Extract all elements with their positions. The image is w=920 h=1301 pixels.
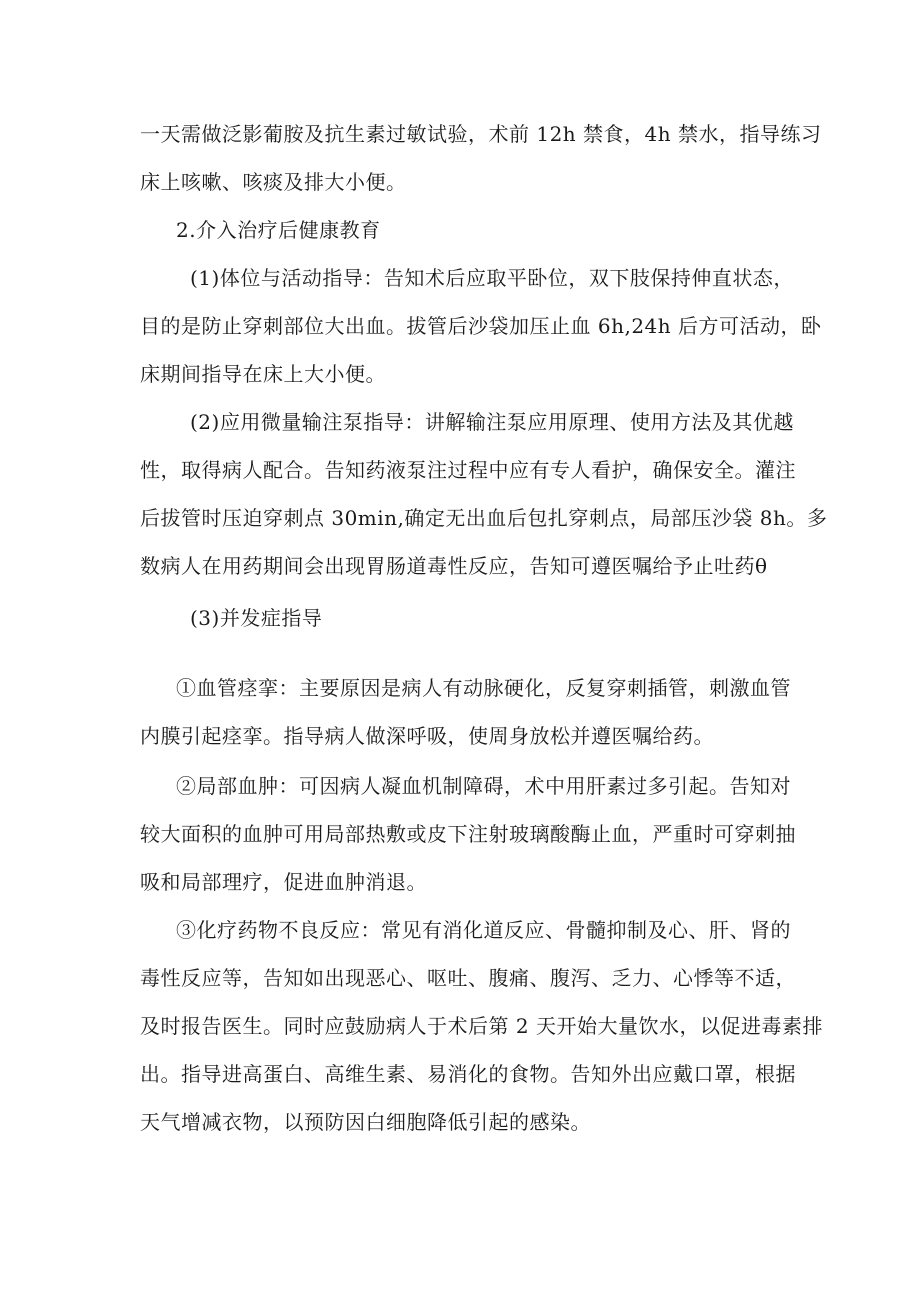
paragraph-line: 出。指导进高蛋白、高维生素、易消化的食物。告知外出应戴口罩，根据: [140, 1062, 796, 1086]
paragraph-line: 后拔管时压迫穿刺点 30min,确定无出血后包扎穿刺点，局部压沙袋 8h。多: [140, 506, 828, 530]
paragraph-line: ③化疗药物不良反应：常见有消化道反应、骨髓抑制及心、肝、肾的: [176, 918, 791, 942]
paragraph-line: 数病人在用药期间会出现胃肠道毒性反应，告知可遵医嘱给予止吐药θ: [140, 554, 768, 578]
paragraph-line: 内膜引起痉挛。指导病人做深呼吸，使周身放松并遵医嘱给药。: [140, 724, 714, 748]
paragraph-line: 较大面积的血肿可用局部热敷或皮下注射玻璃酸酶止血，严重时可穿刺抽: [140, 822, 796, 846]
paragraph-line: 毒性反应等，告知如出现恶心、呕吐、腹痛、腹泻、乏力、心悸等不适，: [140, 966, 796, 990]
section-heading: 2.介入治疗后健康教育: [176, 218, 381, 242]
paragraph-line: 天气增减衣物，以预防因白细胞降低引起的感染。: [140, 1110, 591, 1134]
paragraph-line: 吸和局部理疗，促进血肿消退。: [140, 870, 427, 894]
paragraph-line: 性，取得病人配合。告知药液泵注过程中应有专人看护，确保安全。灌注: [140, 458, 796, 482]
paragraph-line: (1)体位与活动指导：告知术后应取平卧位，双下肢保持伸直状态，: [190, 266, 794, 290]
subsection-heading: (3)并发症指导: [190, 606, 323, 630]
paragraph-line: 及时报告医生。同时应鼓励病人于术后第 2 天开始大量饮水，以促进毒素排: [140, 1014, 823, 1038]
paragraph-line: ①血管痉挛：主要原因是病人有动脉硬化，反复穿刺插管，刺激血管: [176, 676, 791, 700]
paragraph-line: 目的是防止穿刺部位大出血。拔管后沙袋加压止血 6h,24h 后方可活动，卧: [140, 314, 822, 338]
paragraph-line: 床期间指导在床上大小便。: [140, 362, 386, 386]
paragraph-line: 一天需做泛影葡胺及抗生素过敏试验，术前 12h 禁食，4h 禁水，指导练习: [140, 122, 822, 146]
paragraph-line: 床上咳嗽、咳痰及排大小便。: [140, 170, 407, 194]
paragraph-line: ②局部血肿：可因病人凝血机制障碍，术中用肝素过多引起。告知对: [176, 774, 791, 798]
paragraph-line: (2)应用微量输注泵指导：讲解输注泵应用原理、使用方法及其优越: [190, 410, 794, 434]
